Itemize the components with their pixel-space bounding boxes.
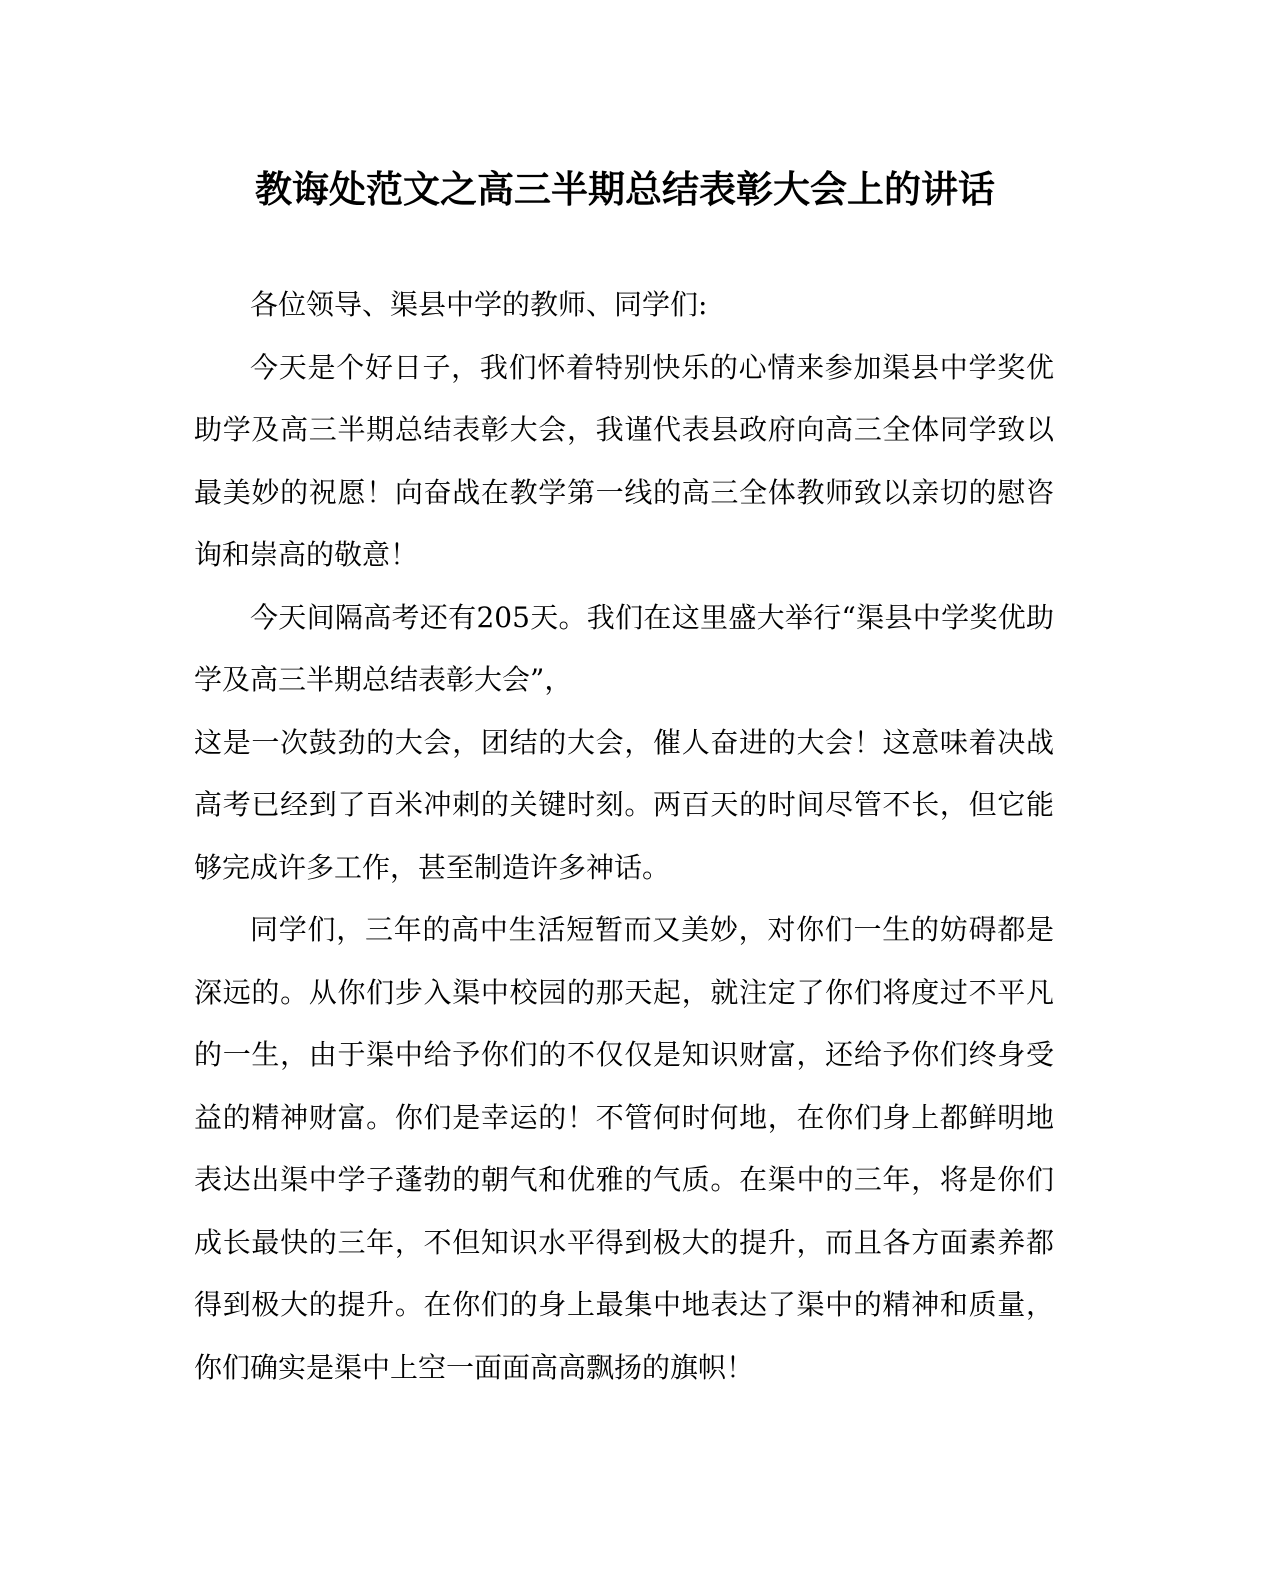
- document-body: [194, 274, 1054, 1399]
- body-paragraph: 今天间隔高考还有205天。我们在这里盛大举行“渠县中学奖优助学及高三半期总结表彰大会”，: [194, 600, 1054, 696]
- body-paragraph: 这是一次鼓劲的大会，团结的大会，催人奋进的大会！这意味着决战高考已经到了百米冲刺的关键时刻。两百天的时间尽管不长，但它能够完成许多工作，甚至制造许多神话。: [194, 725, 1054, 884]
- body-paragraph: 今天是个好日子，我们怀着特别快乐的心情来参加渠县中学奖优助学及高三半期总结表彰大会，我谨代表县政府向高三全体同学致以最美妙的祝愿！向奋战在教学第一线的高三全体教师致以亲切的慰咨询和崇高的敬意！: [194, 350, 1054, 571]
- salutation-paragraph: 各位领导、渠县中学的教师、同学们:: [250, 288, 708, 321]
- body-paragraph: 同学们，三年的高中生活短暂而又美妙，对你们一生的妨碍都是深远的。从你们步入渠中校园的那天起，就注定了你们将度过不平凡的一生，由于渠中给予你们的不仅仅是知识财富，还给予你们终身受益的精神财富。你们是幸运的！不管何时何地，在你们身上都鲜明地表达出渠中学子蓬勃的朝气和优雅的气质。在渠中的三年，将是你们成长最快的三年，不但知识水平得到极大的提升，而且各方面素养都得到极大的提升。在你们的身上最集中地表达了渠中的精神和质量，你们确实是渠中上空一面面高高飘扬的旗帜！: [194, 913, 1054, 1384]
- document-title: 教诲处范文之高三半期总结表彰大会上的讲话: [255, 167, 995, 211]
